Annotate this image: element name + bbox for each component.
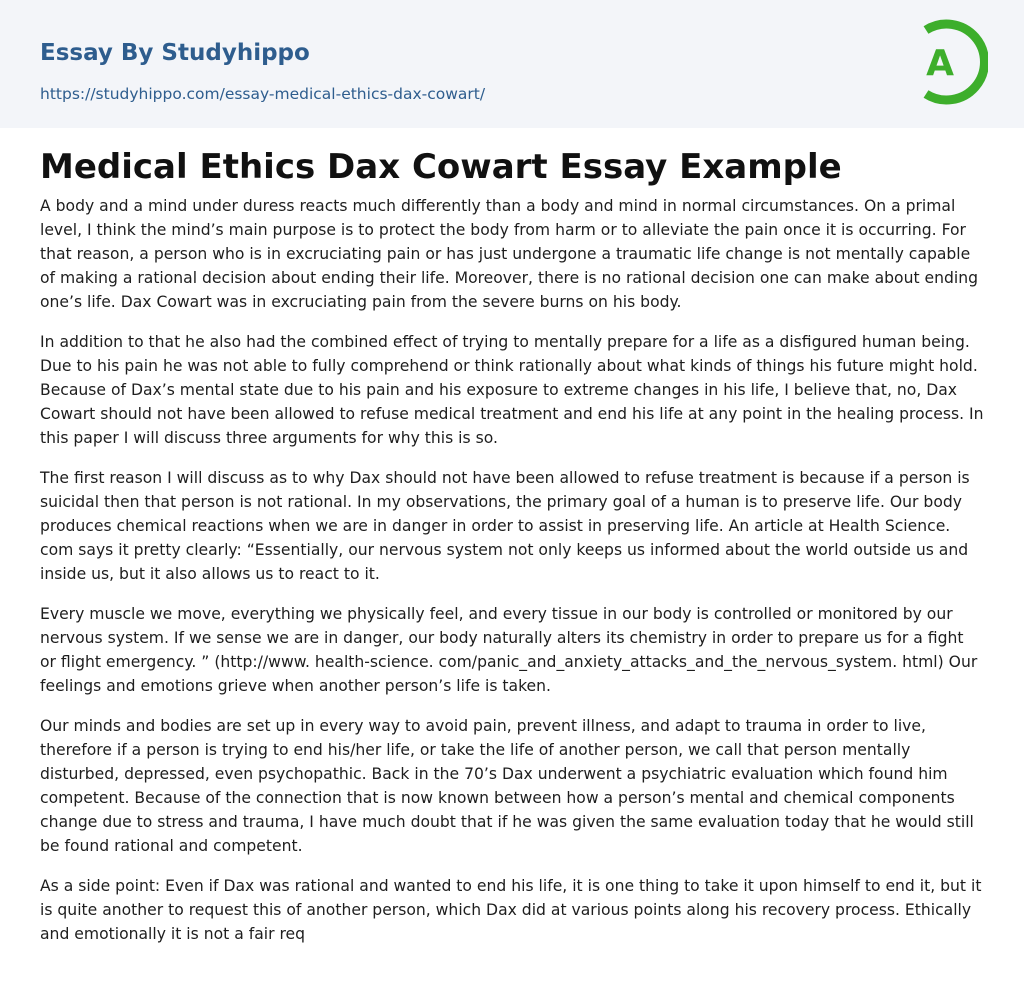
paragraph: The first reason I will discuss as to why Dax should not have been allowed to refuse treatment is because if a person is suicidal then that person is not rational. In my observations, the primary goal of a human is to preserve life. Our body produces chemical reactions when we are in danger in order to assist in preserving life. An article at Health Science. com says it pretty clearly: “Essentially, our nervous system not only keeps us informed about the world outside us and inside us, but it also allows us to react to it.: [40, 469, 970, 583]
essay-body: [40, 194, 984, 962]
paragraph: Every muscle we move, everything we physically feel, and every tissue in our body is controlled or monitored by our nervous system. If we sense we are in danger, our body naturally alters its chemistry in order to prepare us for a fight or flight emergency. ” (http://www. health-science. com/panic_and_anxiety_attacks_and_the_nervous_system. html) Our feelings and emotions grieve when another person’s life is taken.: [40, 605, 978, 695]
site-header: [0, 0, 1024, 128]
page-title: Medical Ethics Dax Cowart Essay Example: [40, 147, 842, 187]
essay-url-link[interactable]: https://studyhippo.com/essay-medical-ethics-dax-cowart/: [40, 85, 486, 103]
logo-letter: A: [926, 43, 954, 84]
paragraph: In addition to that he also had the combined effect of trying to mentally prepare for a life as a disfigured human being. Due to his pain he was not able to fully comprehend or think rationally about what kinds of things his future might hold. Because of Dax’s mental state due to his pain and his exposure to extreme changes in his life, I believe that, no, Dax Cowart should not have been allowed to refuse medical treatment and end his life at any point in the healing process. In this paper I will discuss three arguments for why this is so.: [40, 333, 984, 447]
paragraph: As a side point: Even if Dax was rational and wanted to end his life, it is one thing to take it upon himself to end it, but it is quite another to request this of another person, which Dax did at various points along his recovery process. Ethically and emotionally it is not a fair req: [40, 877, 982, 943]
studyhippo-logo-icon[interactable]: [910, 18, 988, 106]
brand-title[interactable]: Essay By Studyhippo: [40, 40, 310, 66]
paragraph: Our minds and bodies are set up in every way to avoid pain, prevent illness, and adapt to trauma in order to live, therefore if a person is trying to end his/her life, or take the life of another person, we call that person mentally disturbed, depressed, even psychopathic. Back in the 70’s Dax underwent a psychiatric evaluation which found him competent. Because of the connection that is now known between how a person’s mental and chemical components change due to stress and trauma, I have much doubt that if he was given the same evaluation today that he would still be found rational and competent.: [40, 717, 974, 855]
paragraph: A body and a mind under duress reacts much differently than a body and mind in normal circumstances. On a primal level, I think the mind’s main purpose is to protect the body from harm or to alleviate the pain once it is occurring. For that reason, a person who is in excruciating pain or has just undergone a traumatic life change is not mentally capable of making a rational decision about ending their life. Moreover, there is no rational decision one can make about ending one’s life. Dax Cowart was in excruciating pain from the severe burns on his body.: [40, 197, 979, 311]
